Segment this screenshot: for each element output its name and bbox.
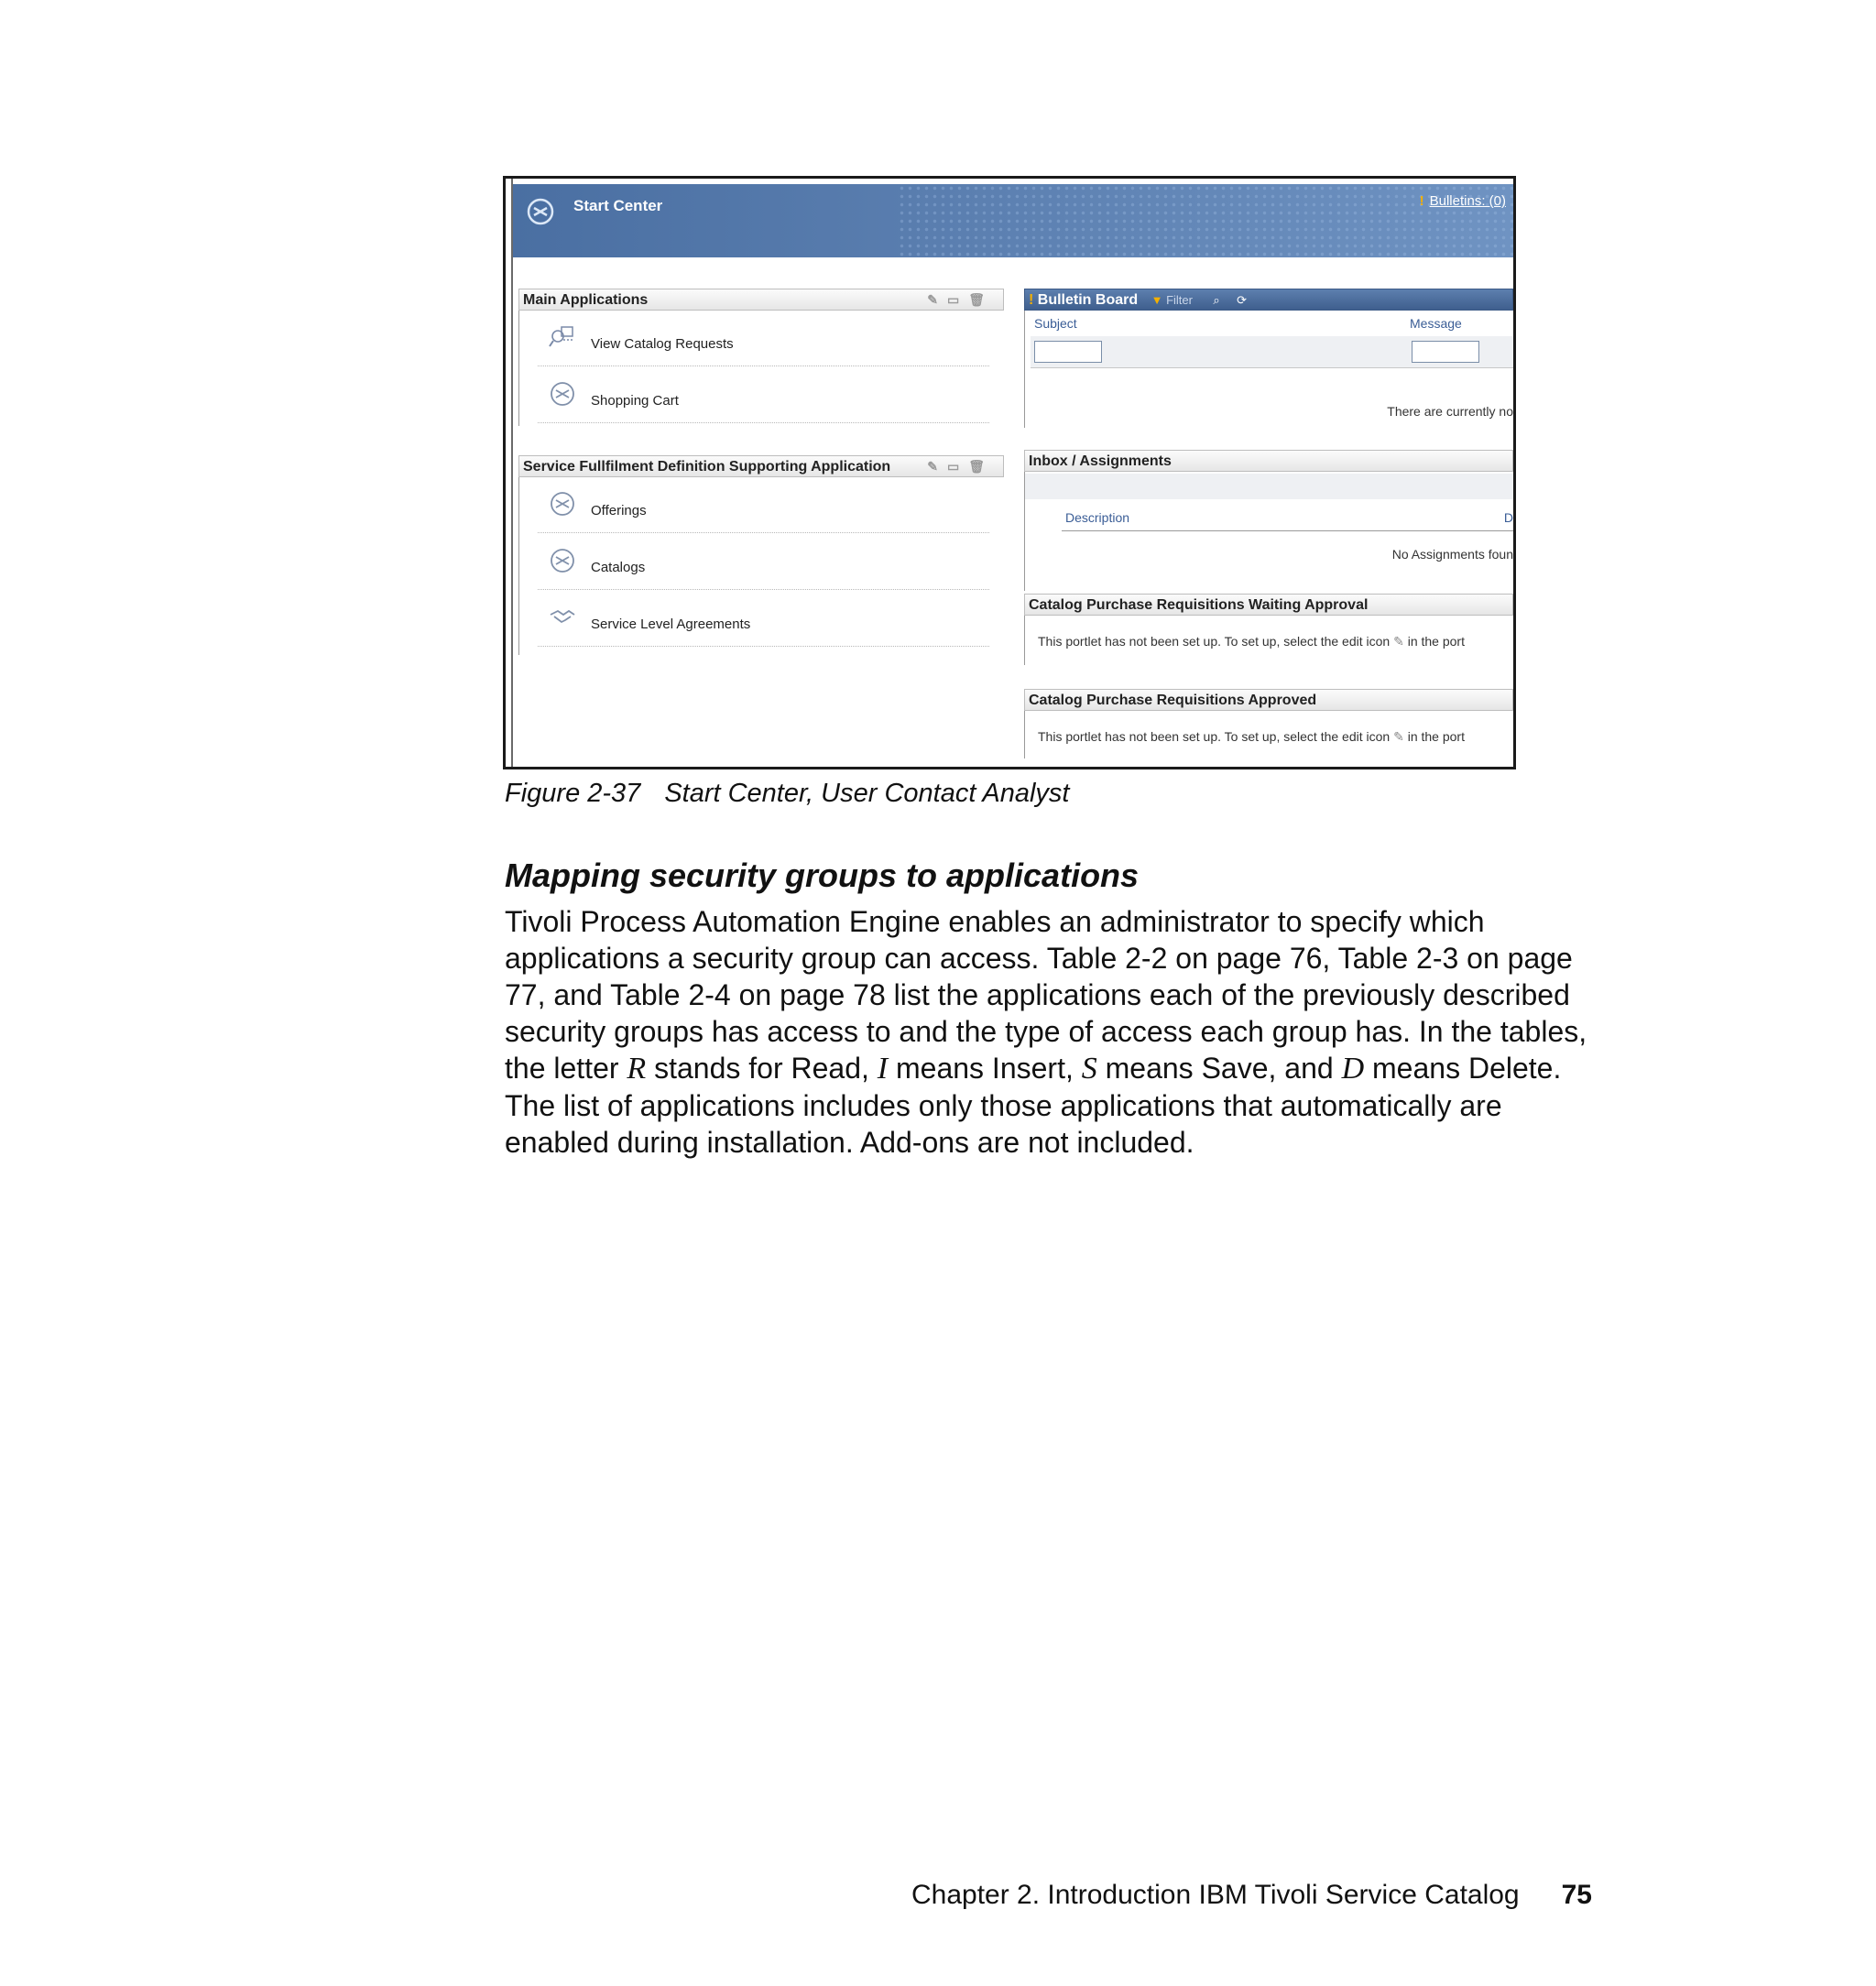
handshake-icon [549, 604, 576, 631]
page-footer [911, 1880, 1592, 1911]
body-paragraph [505, 903, 1604, 1161]
edit-icon[interactable]: ✎ [927, 459, 947, 474]
app-item-shopping-cart[interactable] [538, 367, 989, 423]
edit-icon: ✎ [1393, 634, 1404, 649]
app-item-label: Service Level Agreements [591, 617, 751, 632]
portlet-setup-text [1038, 729, 1465, 745]
setup-text-after: in the port [1407, 729, 1465, 744]
paragraph-text: stands for Read, [646, 1052, 878, 1085]
bulletins-label: Bulletins: (0) [1429, 193, 1506, 209]
portlet-body [518, 311, 1004, 426]
inbox-portlet [1024, 450, 1513, 591]
portlet-title: Service Fullfilment Definition Supporting Application [523, 459, 891, 475]
portlet-title: Inbox / Assignments [1029, 453, 1172, 469]
section-heading: Mapping security groups to applications [505, 857, 1140, 894]
message-filter-input[interactable] [1412, 341, 1479, 363]
catalog-requests-icon [549, 323, 576, 351]
portlet-title: Main Applications [523, 292, 649, 308]
header-bar [513, 184, 1513, 257]
portlet-header [1024, 450, 1513, 472]
due-column-label[interactable]: D [1503, 510, 1513, 525]
letter-i: I [877, 1052, 889, 1086]
filter-button[interactable] [1151, 293, 1193, 307]
subject-column-label: Subject [1034, 316, 1077, 331]
minimize-icon[interactable]: ▭ [946, 459, 969, 474]
portlet-body [1024, 311, 1513, 428]
filter-icon: ▼ [1151, 293, 1163, 307]
alert-icon: ! [1419, 193, 1424, 209]
portlet-setup-text [1038, 634, 1465, 649]
portlet-body [518, 477, 1004, 655]
portlet-body [1024, 472, 1513, 591]
app-icon [549, 547, 576, 574]
binoculars-icon[interactable]: ⌕ [1213, 293, 1220, 307]
service-fulfillment-portlet [518, 455, 1004, 655]
letter-r: R [627, 1052, 647, 1086]
start-center-icon [526, 197, 555, 226]
screenshot-frame [511, 179, 1513, 767]
inbox-empty-text: No Assignments foun [1391, 547, 1513, 562]
inbox-toolbar [1025, 474, 1513, 499]
app-item-catalogs[interactable] [538, 534, 989, 590]
filter-label: Filter [1166, 293, 1193, 307]
paragraph-text: Tivoli Process Automation Engine enables an administrator to specify which applications a security group can access. Table 2-2 on page 76, Table 2-3 on page 77, and Table 2-4 on page 78 list the applications each of the previously described security groups has access to and the type of access each group has. In the tables, the letter [505, 905, 1587, 1085]
page-title: Start Center [573, 197, 663, 214]
portlet-header [518, 455, 1004, 477]
portlet-header [518, 289, 1004, 311]
setup-text-before: This portlet has not been set up. To set up, select the edit icon [1038, 634, 1391, 649]
portlet-body [1024, 616, 1513, 665]
approved-portlet [1024, 689, 1513, 758]
app-item-label: View Catalog Requests [591, 336, 734, 352]
main-applications-portlet [518, 289, 1004, 426]
portlet-header [1024, 594, 1513, 616]
delete-icon[interactable]: 🗑 [968, 459, 994, 474]
bulletins-link[interactable] [1420, 193, 1506, 209]
portlet-title: Catalog Purchase Requisitions Approved [1029, 693, 1317, 708]
figure-title: Start Center, User Contact Analyst [664, 779, 1070, 808]
portlet-body [1024, 711, 1513, 758]
refresh-icon[interactable]: ⟳ [1237, 293, 1248, 307]
description-column-label[interactable]: Description [1065, 510, 1130, 525]
paragraph-text: means Delete. The list of applications includes only those applications that automatically are enabled during installation. Add-ons are not included. [505, 1052, 1562, 1159]
app-icon [549, 490, 576, 518]
portlet-title: Bulletin Board [1037, 292, 1139, 308]
alert-icon: ! [1029, 292, 1034, 308]
minimize-icon[interactable]: ▭ [946, 292, 969, 307]
paragraph-text: means Save, and [1096, 1052, 1342, 1085]
letter-d: D [1341, 1052, 1365, 1086]
app-item-offerings[interactable] [538, 477, 989, 533]
app-icon [549, 380, 576, 408]
portlet-header [1024, 289, 1513, 311]
delete-icon[interactable]: 🗑 [968, 292, 994, 307]
letter-s: S [1081, 1052, 1097, 1086]
bulletin-board-portlet [1024, 289, 1513, 428]
portlet-tools [927, 459, 994, 475]
message-column-label: Message [1410, 316, 1462, 331]
portlet-header [1024, 689, 1513, 711]
app-item-label: Catalogs [591, 560, 646, 575]
figure-number: Figure 2-37 [505, 779, 641, 808]
edit-icon[interactable]: ✎ [927, 292, 947, 307]
chapter-title: Chapter 2. Introduction IBM Tivoli Service Catalog [911, 1880, 1520, 1910]
filter-row [1031, 336, 1513, 368]
figure-caption [505, 779, 1069, 809]
edit-icon: ✎ [1393, 729, 1404, 744]
portlet-title: Catalog Purchase Requisitions Waiting Approval [1029, 597, 1369, 613]
start-center-screenshot [503, 176, 1516, 769]
paragraph-text: means Insert, [888, 1052, 1082, 1085]
inbox-column-header [1062, 503, 1513, 531]
app-item-label: Shopping Cart [591, 393, 679, 409]
page-number: 75 [1561, 1880, 1592, 1910]
app-item-service-level-agreements[interactable] [538, 591, 989, 647]
app-item-view-catalog-requests[interactable] [538, 311, 989, 366]
bulletin-empty-text: There are currently no [1387, 404, 1513, 419]
app-item-label: Offerings [591, 503, 647, 518]
setup-text-before: This portlet has not been set up. To set up, select the edit icon [1038, 729, 1391, 744]
portlet-tools [927, 292, 994, 308]
subject-filter-input[interactable] [1034, 341, 1102, 363]
waiting-approval-portlet [1024, 594, 1513, 665]
setup-text-after: in the port [1407, 634, 1465, 649]
